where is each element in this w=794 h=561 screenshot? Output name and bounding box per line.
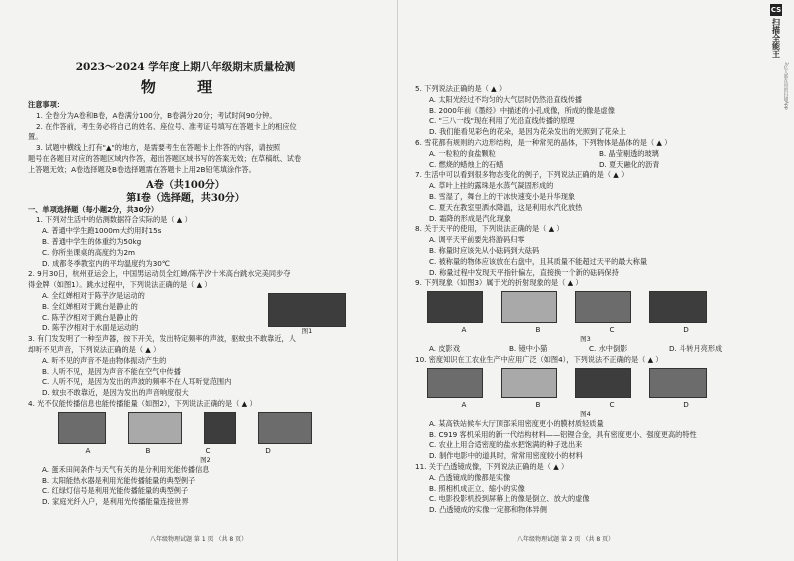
fig2-photo-d: [258, 412, 312, 444]
notice-line: 2. 在作答前，考生务必将自己的姓名、座位号、准考证号填写在答题卡上的相应位: [36, 121, 297, 131]
scanner-slogan: 3亿人都在用的扫描App: [783, 62, 788, 110]
question-option: D. 陈芋汐相对于水面是运动的: [42, 323, 139, 333]
question-stem: 9. 下列现象（如图3）属于光的折射现象的是（ ▲ ）: [415, 278, 583, 288]
fig4-photo-a: [427, 368, 483, 398]
section-a-title: A卷（共100分）: [146, 179, 225, 191]
page-2: [397, 0, 794, 561]
question-option: A. 全红婵相对于陈芋汐是运动的: [42, 290, 145, 300]
question-option: A. 蛋禾田间条件与天气有关的是分利用光能传播信息: [42, 464, 210, 474]
figure-caption: 图3: [580, 335, 591, 344]
figure-3-labels: [415, 325, 723, 335]
question-option: B. 太阳能热水器是利用光能传播能量的典型例子: [42, 475, 196, 485]
divers-photo: [268, 293, 346, 327]
question-option: A. 一粒粒的食盐颗粒: [429, 148, 496, 158]
question-option: A. 凸透镜成的像都是实像: [429, 472, 511, 482]
image-label: D: [265, 445, 271, 455]
question-stem: 8. 关于天平的使用，下列说法正确的是（ ▲ ）: [415, 224, 564, 234]
section-single-choice: 一、单项选择题（每小题2分，共30分）: [28, 204, 159, 214]
question-stem-cont: 却听不见声音，下列说法正确的是（ ▲ ）: [28, 344, 161, 354]
fig4-photo-c: [575, 368, 631, 398]
fig3-photo-d: [649, 291, 707, 323]
fig2-photo-c: [204, 412, 236, 444]
question-option: D. 蚊虫不敢靠近，是因为发出的声音响度很大: [42, 388, 189, 398]
question-option: B. 晶莹剔透的玻璃: [599, 148, 659, 158]
figure-1: [268, 293, 346, 336]
figure-4-row: [415, 368, 756, 398]
question-option: B. 普通中学生的体重约为50kg: [42, 236, 142, 246]
question-option: A. 某高铁站候车大厅顶部采用密度更小的膜材质轻质量: [429, 418, 604, 428]
question-option: C. 夏天在教室里洒水降温，这是利用水汽化放热: [429, 202, 583, 212]
question-option: A. 草叶上挂的露珠是水蒸气凝固形成的: [429, 181, 554, 191]
question-option: A. 皮影戏: [429, 344, 460, 354]
question-option: D. 夏天融化的沥青: [599, 159, 660, 169]
question-stem: 6. 雪花都有规则的六边形结构，是一种常见的晶体，下列物体是晶体的是（ ▲ ）: [415, 137, 672, 147]
question-option: D. 斗转月亮形成: [669, 344, 723, 354]
question-option: A. 调平天平前要先将游码归零: [429, 235, 525, 245]
fig3-photo-a: [427, 291, 483, 323]
question-stem: 10. 密度知识在工农业生产中应用广泛（如图4），下列说法不正确的是（ ▲ ）: [415, 354, 663, 364]
notice-line: 上答题无效；A卷选择题及B卷选择题需在答题卡上用2B铅笔填涂作答。: [28, 164, 256, 174]
page-footer: 八年级物理试题 第 1 页 （共 8 页）: [150, 536, 248, 543]
image-label: C: [609, 325, 615, 335]
option-row: [415, 344, 756, 355]
exam-title: 2023～2024 学年度上期八年级期末质量检测: [75, 61, 296, 73]
question-option: A. 普通中学生跑1000m大约用时15s: [42, 226, 162, 236]
question-option: A. 太阳光经过不均匀的大气层时仍然沿直线传播: [429, 94, 583, 104]
fig4-photo-b: [501, 368, 557, 398]
figure-caption: 图4: [580, 409, 591, 418]
question-option: C. 电影投影机投到屏幕上的像是倒立、放大的虚像: [429, 494, 590, 504]
scanner-logo: CS: [770, 6, 782, 14]
image-label: C: [609, 399, 615, 409]
question-stem: 3. 有门发发明了一种至声器，按下开关，发出特定频率的声波，驱蚊虫不敢靠近，人: [28, 334, 296, 344]
question-stem: 4. 光不仅能传播信息也能传播能量（如图2），下列说法正确的是（ ▲ ）: [28, 398, 257, 408]
question-stem: 7. 生活中可以看到很多物态变化的例子，下列说法正确的是（ ▲ ）: [415, 170, 629, 180]
page-footer: 八年级物理试题 第 2 页 （共 8 页）: [517, 536, 615, 543]
notice-line: 题号在各题目对应的答题区域内作答，超出答题区域书写的答案无效；在草稿纸、试卷: [28, 153, 302, 163]
notice-line: 1. 全卷分为A卷和B卷，A卷满分100分，B卷满分20分；考试时间90分钟。: [36, 110, 277, 120]
fig3-photo-c: [575, 291, 631, 323]
figure-2-row: [28, 412, 383, 444]
question-option: C. 陈芋汐相对于跳台是静止的: [42, 312, 138, 322]
notice-line: 置。: [28, 132, 43, 142]
figure-4-labels: [415, 400, 723, 410]
question-option: B. 称量时应该先从小砝码到大砝码: [429, 245, 540, 255]
question-option: D. 家庭光纤入户，是利用光传播能量连接世界: [42, 497, 189, 507]
question-option: B. C919 客机采用的新一代结构材料——铝锂合金，具有密度更小、强度更高的特性: [429, 429, 697, 439]
image-label: B: [535, 325, 541, 335]
section-part1-title: 第Ⅰ卷（选择题，共30分）: [126, 192, 245, 204]
question-option: A. 听不见的声音不是由物体振动产生的: [42, 355, 167, 365]
exam-subject: 物 理: [140, 78, 231, 96]
question-option: C. 你所坐课桌的高度约为2m: [42, 247, 136, 257]
figure-caption: 图1: [301, 326, 313, 335]
question-stem: 11. 关于凸透镜成像，下列说法正确的是（ ▲ ）: [415, 461, 569, 471]
option-row: [415, 160, 756, 171]
question-option: B. 全红婵相对于跳台是静止的: [42, 301, 138, 311]
question-stem: 2. 9月30日，杭州亚运会上，中国男运动员全红婵/陈芋汐十米高台跳水完美同步夺: [28, 269, 291, 279]
image-label: A: [461, 399, 467, 409]
question-option: B. 雪湿了，舞台上的干冰快速变小是升华现象: [429, 191, 576, 201]
figure-2-labels: [28, 446, 298, 456]
question-option: D. 我们能看见彩色的花朵，是因为花朵发出的光照到了花朵上: [429, 127, 626, 137]
image-label: A: [85, 445, 91, 455]
scanner-name: 扫描全能王: [771, 18, 781, 58]
notice-line: 3. 试题中横线上打有"▲"的地方，是需要考生在答题卡上作答的内容，请按照: [36, 143, 281, 153]
question-stem: 1. 下列对生活中的估测数据符合实际的是（ ▲ ）: [36, 215, 192, 225]
question-option: C. 燃烧的蜡烛上的石蜡: [429, 159, 504, 169]
question-option: D. 制作电影中的道具时，常常用密度较小的材料: [429, 451, 583, 461]
fig2-photo-a: [58, 412, 106, 444]
question-option: B. 人听不见，是因为声音不能在空气中传播: [42, 366, 181, 376]
question-option: C. 人听不见，是因为发出的声波的频率不在人耳听觉范围内: [42, 377, 232, 387]
option-row: [415, 149, 756, 160]
image-label: D: [683, 399, 689, 409]
image-label: B: [535, 399, 541, 409]
question-stem: 5. 下列说法正确的是（ ▲ ）: [415, 84, 507, 93]
question-option: C. 农业上用合适密度的盐水把饱满的种子选出来: [429, 440, 583, 450]
figure-3-row: [415, 291, 756, 323]
question-option: D. 成都冬季教室内的平均温度约为30℃: [42, 258, 170, 268]
question-option: C. "三八一线"现在利用了光沿直线传播的原理: [429, 116, 575, 126]
question-option: B. 2000年前《墨经》中描述的小孔成像，所成的像是虚像: [429, 105, 615, 115]
image-label: D: [683, 325, 689, 335]
fig4-photo-d: [649, 368, 707, 398]
question-option: C. 被称量的物体应该放在右盘中，且其质量不能超过天平的最大称量: [429, 256, 648, 266]
question-option: D. 凸透镜成的实像一定都和物体异侧: [429, 505, 547, 515]
question-option: D. 称量过程中发现天平指针偏左，直接换一个新的砝码保持: [429, 267, 619, 277]
image-label: B: [145, 445, 151, 455]
question-option: C. 水中倒影: [589, 344, 628, 354]
image-label: A: [461, 325, 467, 335]
fig2-photo-b: [128, 412, 182, 444]
question-stem-cont: 得金牌（如图1）。跳水过程中，下列说法正确的是（ ▲ ）: [28, 280, 212, 290]
question-option: D. 霜降的形成是汽化现象: [429, 213, 511, 223]
question-option: C. 红绿灯信号是利用光能传播能量的典型例子: [42, 486, 189, 496]
question-option: B. 照相机成正立、缩小的实像: [429, 483, 525, 493]
figure-caption: 图2: [200, 455, 211, 464]
fig3-photo-b: [501, 291, 557, 323]
notice-heading: 注意事项：: [28, 100, 64, 109]
image-label: C: [205, 445, 211, 455]
question-option: B. 镜中小猫: [509, 344, 548, 354]
